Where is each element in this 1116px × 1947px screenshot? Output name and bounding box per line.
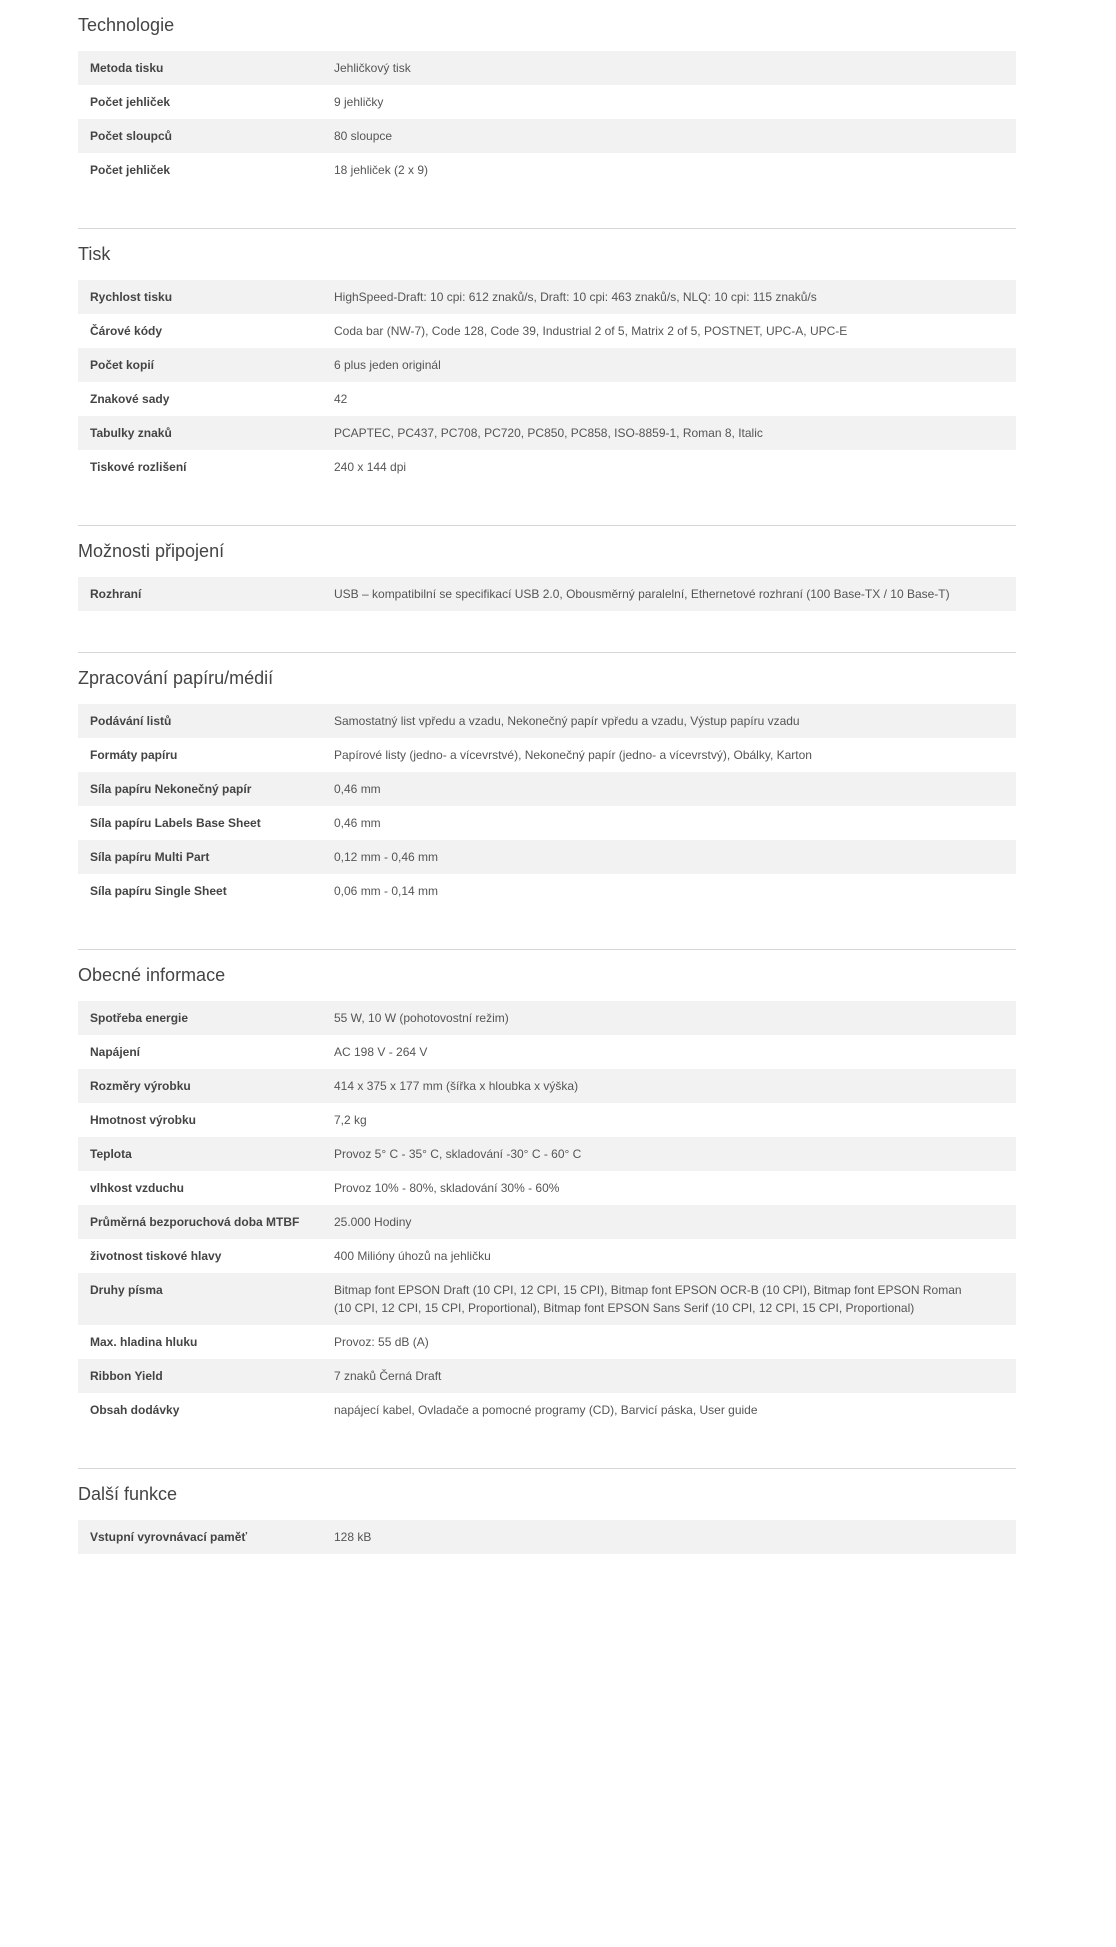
spec-row xyxy=(78,1001,1016,1035)
spec-row xyxy=(78,1325,1016,1359)
spec-value: 400 Milióny úhozů na jehličku xyxy=(334,1249,491,1263)
section-spacer xyxy=(78,484,1016,525)
section-zpracovani-papiru xyxy=(78,652,1016,949)
spec-value: Provoz 10% - 80%, skladování 30% - 60% xyxy=(334,1181,560,1195)
spec-row xyxy=(78,416,1016,450)
spec-row xyxy=(78,85,1016,119)
spec-value: Provoz 5° C - 35° C, skladování -30° C - 60° C xyxy=(334,1147,582,1161)
spec-row xyxy=(78,51,1016,85)
spec-row xyxy=(78,1520,1016,1554)
spec-label: Max. hladina hluku xyxy=(90,1335,198,1349)
spec-value: 240 x 144 dpi xyxy=(334,460,407,474)
spec-value: 18 jehliček (2 x 9) xyxy=(334,163,429,177)
spec-row xyxy=(78,577,1016,611)
spec-label: Teplota xyxy=(90,1147,132,1161)
section-spacer xyxy=(78,187,1016,228)
section-title: Tisk xyxy=(78,244,111,264)
spec-row xyxy=(78,1359,1016,1393)
spec-label: Rozměry výrobku xyxy=(90,1079,191,1093)
section-spacer xyxy=(78,611,1016,652)
spec-label: Napájení xyxy=(90,1045,141,1059)
spec-table xyxy=(78,577,1016,611)
spec-row xyxy=(78,704,1016,738)
spec-label: Ribbon Yield xyxy=(90,1369,163,1383)
spec-row xyxy=(78,1069,1016,1103)
spec-value: 9 jehličky xyxy=(334,95,384,109)
spec-row xyxy=(78,119,1016,153)
spec-value: Coda bar (NW-7), Code 128, Code 39, Industrial 2 of 5, Matrix 2 of 5, POSTNET, UPC-A, UPC-E xyxy=(334,324,848,338)
spec-row xyxy=(78,314,1016,348)
spec-label: životnost tiskové hlavy xyxy=(90,1249,222,1263)
spec-label: Síla papíru Nekonečný papír xyxy=(90,782,252,796)
spec-value: HighSpeed-Draft: 10 cpi: 612 znaků/s, Draft: 10 cpi: 463 znaků/s, NLQ: 10 cpi: 115 znaků/s xyxy=(334,290,817,304)
spec-label: Podávání listů xyxy=(90,714,172,728)
section-title: Technologie xyxy=(78,15,175,35)
section-spacer xyxy=(78,1427,1016,1468)
spec-row xyxy=(78,806,1016,840)
spec-row xyxy=(78,1239,1016,1273)
spec-value: Samostatný list vpředu a vzadu, Nekonečný papír vpředu a vzadu, Výstup papíru vzadu xyxy=(334,714,800,728)
spec-row xyxy=(78,153,1016,187)
spec-value: 55 W, 10 W (pohotovostní režim) xyxy=(334,1011,509,1025)
spec-label: Průměrná bezporuchová doba MTBF xyxy=(90,1215,300,1229)
spec-row xyxy=(78,1103,1016,1137)
spec-label: Druhy písma xyxy=(90,1283,163,1297)
section-title: Zpracování papíru/médií xyxy=(78,668,274,688)
spec-row xyxy=(78,840,1016,874)
specifications xyxy=(78,0,1016,1554)
spec-label: Síla papíru Multi Part xyxy=(90,850,210,864)
spec-row xyxy=(78,1137,1016,1171)
spec-label: Počet jehliček xyxy=(90,95,171,109)
spec-value: USB – kompatibilní se specifikací USB 2.0, Obousměrný paralelní, Ethernetové rozhraní (100 Base-TX / 10 Base-T) xyxy=(334,587,950,601)
spec-row xyxy=(78,772,1016,806)
section-spacer xyxy=(78,908,1016,949)
spec-label: Metoda tisku xyxy=(90,61,164,75)
section-title: Obecné informace xyxy=(78,965,226,985)
spec-table xyxy=(78,280,1016,484)
section-obecne-informace xyxy=(78,949,1016,1468)
spec-label: Počet sloupců xyxy=(90,129,173,143)
spec-value: 80 sloupce xyxy=(334,129,393,143)
section-moznosti-pripojeni xyxy=(78,525,1016,652)
spec-label: Síla papíru Single Sheet xyxy=(90,884,227,898)
spec-value: AC 198 V - 264 V xyxy=(334,1045,428,1059)
spec-row xyxy=(78,1205,1016,1239)
spec-value: 0,46 mm xyxy=(334,782,381,796)
spec-value: napájecí kabel, Ovladače a pomocné programy (CD), Barvicí páska, User guide xyxy=(334,1403,758,1417)
spec-label: Rozhraní xyxy=(90,587,142,601)
spec-value: 128 kB xyxy=(334,1530,372,1544)
spec-row xyxy=(78,1171,1016,1205)
spec-row xyxy=(78,450,1016,484)
spec-value: Papírové listy (jedno- a vícevrstvé), Nekonečný papír (jedno- a vícevrstvý), Obálky, Karton xyxy=(334,748,812,762)
section-technologie xyxy=(78,0,1016,228)
spec-value: 6 plus jeden originál xyxy=(334,358,441,372)
spec-row xyxy=(78,280,1016,314)
section-title: Další funkce xyxy=(78,1484,178,1504)
section-dalsi-funkce xyxy=(78,1468,1016,1554)
spec-table xyxy=(78,1520,1016,1554)
spec-label: Vstupní vyrovnávací paměť xyxy=(90,1530,248,1544)
spec-label: Rychlost tisku xyxy=(90,290,173,304)
spec-value: 0,06 mm - 0,14 mm xyxy=(334,884,439,898)
spec-row xyxy=(78,738,1016,772)
spec-row xyxy=(78,348,1016,382)
spec-table xyxy=(78,1001,1016,1427)
spec-row xyxy=(78,382,1016,416)
spec-row xyxy=(78,1035,1016,1069)
spec-label: Hmotnost výrobku xyxy=(90,1113,197,1127)
spec-value: 414 x 375 x 177 mm (šířka x hloubka x výška) xyxy=(334,1079,579,1093)
spec-value: Provoz: 55 dB (A) xyxy=(334,1335,429,1349)
spec-value: 0,12 mm - 0,46 mm xyxy=(334,850,439,864)
spec-value: Bitmap font EPSON Draft (10 CPI, 12 CPI, 15 CPI), Bitmap font EPSON OCR-B (10 CPI), Bitmap font EPSON Roman (10 CPI, 12 CPI, 15 CPI, Proportional), Bitmap font EPSON Sans Serif (10 CPI, 12 CPI, 15 CPI, Proportional) xyxy=(334,1283,962,1315)
spec-value: 7 znaků Černá Draft xyxy=(334,1369,442,1383)
spec-value: 25.000 Hodiny xyxy=(334,1215,412,1229)
spec-value: 0,46 mm xyxy=(334,816,381,830)
spec-label: Tabulky znaků xyxy=(90,426,172,440)
spec-label: Obsah dodávky xyxy=(90,1403,180,1417)
spec-label: Znakové sady xyxy=(90,392,170,406)
spec-row xyxy=(78,1393,1016,1427)
spec-value: Jehličkový tisk xyxy=(334,61,411,75)
spec-value: 42 xyxy=(334,392,348,406)
spec-value: PCAPTEC, PC437, PC708, PC720, PC850, PC858, ISO-8859-1, Roman 8, Italic xyxy=(334,426,763,440)
spec-label: Síla papíru Labels Base Sheet xyxy=(90,816,261,830)
section-title: Možnosti připojení xyxy=(78,541,225,561)
spec-row xyxy=(78,1273,1016,1325)
spec-table xyxy=(78,51,1016,187)
spec-value: 7,2 kg xyxy=(334,1113,367,1127)
spec-label: Tiskové rozlišení xyxy=(90,460,187,474)
spec-label: Počet jehliček xyxy=(90,163,171,177)
spec-row xyxy=(78,874,1016,908)
spec-label: Spotřeba energie xyxy=(90,1011,189,1025)
section-tisk xyxy=(78,228,1016,525)
spec-label: Počet kopií xyxy=(90,358,155,372)
spec-table xyxy=(78,704,1016,908)
spec-label: Formáty papíru xyxy=(90,748,178,762)
spec-label: vlhkost vzduchu xyxy=(90,1181,185,1195)
spec-label: Čárové kódy xyxy=(90,324,163,338)
